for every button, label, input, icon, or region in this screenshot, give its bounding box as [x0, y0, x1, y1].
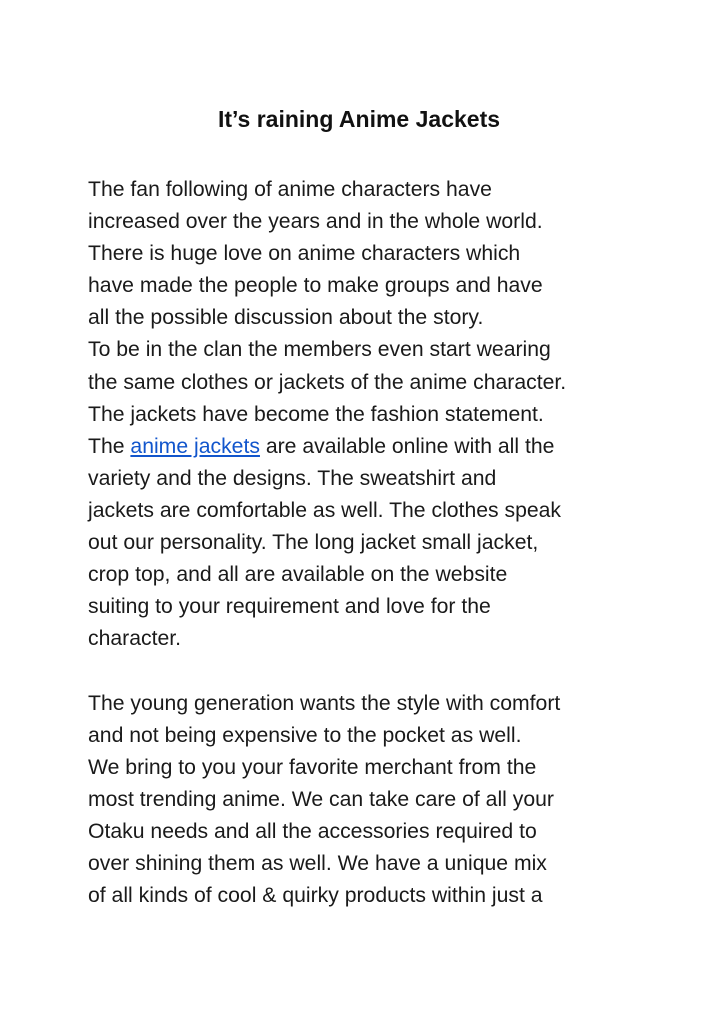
text-line: most trending anime. We can take care of all your	[88, 787, 554, 811]
link-line-before: The	[88, 434, 131, 458]
text-line: variety and the designs. The sweatshirt and	[88, 466, 497, 490]
text-line: all the possible discussion about the story.	[88, 306, 484, 330]
text-line-with-link	[88, 431, 648, 463]
text-line: The fan following of anime characters have	[88, 178, 492, 201]
document-body	[88, 174, 648, 912]
paragraph-gap	[88, 655, 648, 687]
text-line: The jackets have become the fashion statement.	[88, 402, 544, 426]
text-line: increased over the years and in the whole world.	[88, 210, 543, 234]
text-line: We bring to you your favorite merchant from the	[88, 755, 537, 779]
text-line: jackets are comfortable as well. The clothes speak	[88, 498, 562, 522]
text-line: suiting to your requirement and love for the	[88, 595, 491, 619]
text-line: the same clothes or jackets of the anime character.	[88, 370, 567, 394]
text-line: over shining them as well. We have a unique mix	[88, 851, 547, 875]
text-line: Otaku needs and all the accessories required to	[88, 819, 537, 843]
paragraph-2	[88, 688, 648, 913]
text-line: There is huge love on anime characters which	[88, 242, 521, 266]
document-title: It’s raining Anime Jackets	[217, 106, 501, 132]
link-line-after: are available online with all the	[259, 434, 555, 458]
text-line: out our personality. The long jacket small jacket,	[88, 531, 539, 555]
text-line: have made the people to make groups and have	[88, 274, 543, 298]
text-line: and not being expensive to the pocket as well.	[88, 723, 522, 747]
text-line: of all kinds of cool & quirky products within just a	[88, 884, 543, 908]
paragraph-1	[88, 174, 648, 655]
text-line: crop top, and all are available on the website	[88, 563, 508, 587]
text-line: To be in the clan the members even start wearing	[88, 338, 551, 362]
text-line: character.	[88, 627, 182, 651]
anime-jackets-link[interactable]: anime jackets	[130, 434, 260, 458]
text-line: The young generation wants the style with comfort	[88, 691, 561, 715]
